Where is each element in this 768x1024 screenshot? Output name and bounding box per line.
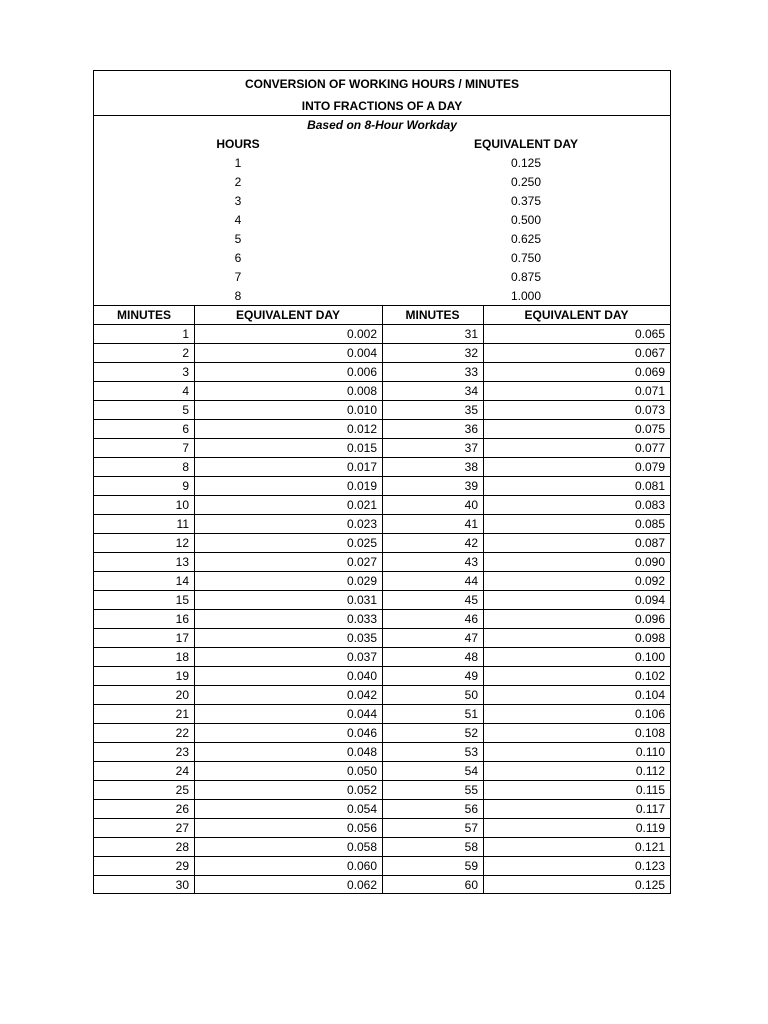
conversion-sheet <box>93 70 671 894</box>
hours-value: 7 <box>234 270 242 284</box>
equiv-day-cell: 0.121 <box>634 840 665 854</box>
hours-value: 3 <box>234 194 242 208</box>
minutes-cell: 23 <box>175 745 189 759</box>
minutes-cell: 43 <box>464 555 478 569</box>
equiv-day-cell: 0.056 <box>346 821 377 835</box>
minutes-cell: 47 <box>464 631 478 645</box>
equiv-day-cell: 0.017 <box>346 460 377 474</box>
minutes-cell: 49 <box>464 669 478 683</box>
equiv-day-cell: 0.029 <box>346 574 377 588</box>
hours-equiv-day-value: 0.375 <box>510 194 542 208</box>
equiv-day-cell: 0.012 <box>346 422 377 436</box>
minutes-cell: 44 <box>464 574 478 588</box>
equiv-day-cell: 0.004 <box>346 346 377 360</box>
equiv-day-cell: 0.098 <box>634 631 665 645</box>
minutes-cell: 28 <box>175 840 189 854</box>
minutes-cell: 22 <box>175 726 189 740</box>
hours-equiv-day-value: 0.875 <box>510 270 542 284</box>
title-line-2: INTO FRACTIONS OF A DAY <box>301 99 463 113</box>
minutes-cell: 36 <box>464 422 478 436</box>
column-header: EQUIVALENT DAY <box>235 308 340 322</box>
equiv-day-cell: 0.054 <box>346 802 377 816</box>
minutes-cell: 9 <box>182 479 189 493</box>
minutes-cell: 14 <box>175 574 189 588</box>
minutes-cell: 41 <box>464 517 478 531</box>
minutes-cell: 33 <box>464 365 478 379</box>
equiv-day-cell: 0.058 <box>346 840 377 854</box>
minutes-cell: 10 <box>175 498 189 512</box>
minutes-cell: 39 <box>464 479 478 493</box>
column-divider <box>194 305 195 894</box>
minutes-cell: 26 <box>175 802 189 816</box>
equiv-day-cell: 0.015 <box>346 441 377 455</box>
minutes-cell: 5 <box>182 403 189 417</box>
hours-equiv-day-value: 0.750 <box>510 251 542 265</box>
hours-value: 2 <box>234 175 242 189</box>
title-box <box>94 71 670 116</box>
subtitle: Based on 8-Hour Workday <box>307 118 457 132</box>
equiv-day-cell: 0.075 <box>634 422 665 436</box>
equiv-day-cell: 0.110 <box>635 745 665 759</box>
equiv-day-cell: 0.050 <box>346 764 377 778</box>
equiv-day-cell: 0.108 <box>634 726 665 740</box>
minutes-cell: 7 <box>182 441 189 455</box>
equiv-day-cell: 0.100 <box>634 650 665 664</box>
equiv-day-cell: 0.094 <box>634 593 665 607</box>
equiv-day-cell: 0.025 <box>346 536 377 550</box>
minutes-cell: 51 <box>464 707 478 721</box>
minutes-cell: 48 <box>464 650 478 664</box>
equiv-day-cell: 0.010 <box>346 403 377 417</box>
minutes-cell: 46 <box>464 612 478 626</box>
equiv-day-cell: 0.067 <box>634 346 665 360</box>
equiv-day-cell: 0.033 <box>346 612 377 626</box>
column-header: MINUTES <box>405 308 460 322</box>
minutes-cell: 45 <box>464 593 478 607</box>
hours-equiv-day-value: 0.125 <box>510 156 542 170</box>
hours-equiv-day-value: 0.250 <box>510 175 542 189</box>
equiv-day-cell: 0.073 <box>634 403 665 417</box>
equiv-day-cell: 0.021 <box>346 498 377 512</box>
minutes-cell: 57 <box>464 821 478 835</box>
minutes-cell: 8 <box>182 460 189 474</box>
equiv-day-cell: 0.104 <box>634 688 665 702</box>
hours-equiv-day-value: 0.500 <box>510 213 542 227</box>
equiv-day-cell: 0.125 <box>634 878 665 892</box>
equiv-day-cell: 0.106 <box>634 707 665 721</box>
hours-value: 1 <box>234 156 242 170</box>
equiv-day-cell: 0.006 <box>346 365 377 379</box>
column-divider <box>382 305 383 894</box>
minutes-cell: 27 <box>175 821 189 835</box>
equiv-day-cell: 0.065 <box>634 327 665 341</box>
equiv-day-cell: 0.090 <box>634 555 665 569</box>
hours-value: 5 <box>234 232 242 246</box>
equiv-day-cell: 0.112 <box>635 764 665 778</box>
equiv-day-cell: 0.002 <box>346 327 377 341</box>
minutes-cell: 54 <box>464 764 478 778</box>
minutes-cell: 4 <box>182 384 189 398</box>
equiv-day-cell: 0.096 <box>634 612 665 626</box>
equiv-day-cell: 0.083 <box>634 498 665 512</box>
minutes-cell: 38 <box>464 460 478 474</box>
minutes-cell: 3 <box>182 365 189 379</box>
minutes-cell: 12 <box>175 536 189 550</box>
equiv-day-cell: 0.040 <box>346 669 377 683</box>
equiv-day-cell: 0.062 <box>346 878 377 892</box>
minutes-cell: 31 <box>464 327 478 341</box>
equiv-day-cell: 0.081 <box>634 479 665 493</box>
equiv-day-cell: 0.008 <box>346 384 377 398</box>
minutes-cell: 15 <box>175 593 189 607</box>
column-header: MINUTES <box>117 308 171 322</box>
minutes-cell: 34 <box>464 384 478 398</box>
minutes-cell: 13 <box>175 555 189 569</box>
minutes-cell: 21 <box>175 707 189 721</box>
equiv-day-cell: 0.044 <box>346 707 377 721</box>
hours-value: 4 <box>234 213 242 227</box>
equiv-day-cell: 0.092 <box>634 574 665 588</box>
equiv-day-cell: 0.060 <box>346 859 377 873</box>
minutes-cell: 59 <box>464 859 478 873</box>
hours-header: HOURS <box>216 137 260 151</box>
equiv-day-cell: 0.087 <box>634 536 665 550</box>
minutes-cell: 11 <box>176 517 189 531</box>
minutes-cell: 20 <box>175 688 189 702</box>
equiv-day-cell: 0.071 <box>634 384 665 398</box>
column-divider <box>483 305 484 894</box>
equiv-day-cell: 0.117 <box>635 802 665 816</box>
minutes-cell: 42 <box>464 536 478 550</box>
equiv-day-cell: 0.037 <box>346 650 377 664</box>
equiv-day-cell: 0.079 <box>634 460 665 474</box>
equiv-day-cell: 0.019 <box>346 479 377 493</box>
minutes-cell: 35 <box>464 403 478 417</box>
minutes-cell: 58 <box>464 840 478 854</box>
equiv-day-cell: 0.042 <box>346 688 377 702</box>
minutes-cell: 2 <box>182 346 189 360</box>
minutes-cell: 52 <box>464 726 478 740</box>
minutes-cell: 53 <box>464 745 478 759</box>
equiv-day-header: EQUIVALENT DAY <box>473 137 578 151</box>
equiv-day-cell: 0.027 <box>346 555 377 569</box>
equiv-day-cell: 0.115 <box>635 783 665 797</box>
equiv-day-cell: 0.119 <box>635 821 665 835</box>
minutes-cell: 16 <box>175 612 189 626</box>
minutes-cell: 19 <box>175 669 189 683</box>
minutes-cell: 24 <box>175 764 189 778</box>
minutes-cell: 25 <box>175 783 189 797</box>
minutes-cell: 50 <box>464 688 478 702</box>
equiv-day-cell: 0.085 <box>634 517 665 531</box>
minutes-cell: 32 <box>464 346 478 360</box>
equiv-day-cell: 0.031 <box>346 593 377 607</box>
equiv-day-cell: 0.023 <box>346 517 377 531</box>
equiv-day-cell: 0.052 <box>346 783 377 797</box>
equiv-day-cell: 0.123 <box>634 859 665 873</box>
minutes-cell: 17 <box>175 631 189 645</box>
minutes-cell: 40 <box>464 498 478 512</box>
hours-equiv-day-value: 0.625 <box>510 232 542 246</box>
minutes-cell: 30 <box>175 878 189 892</box>
equiv-day-cell: 0.035 <box>346 631 377 645</box>
minutes-cell: 55 <box>464 783 478 797</box>
column-header: EQUIVALENT DAY <box>524 308 629 322</box>
minutes-cell: 1 <box>182 327 189 341</box>
equiv-day-cell: 0.046 <box>346 726 377 740</box>
minutes-cell: 18 <box>175 650 189 664</box>
minutes-cell: 6 <box>182 422 189 436</box>
minutes-cell: 56 <box>464 802 478 816</box>
equiv-day-cell: 0.102 <box>634 669 665 683</box>
hours-value: 8 <box>234 289 242 303</box>
equiv-day-cell: 0.048 <box>346 745 377 759</box>
equiv-day-cell: 0.069 <box>634 365 665 379</box>
title-line-1: CONVERSION OF WORKING HOURS / MINUTES <box>244 77 519 91</box>
minutes-cell: 60 <box>464 878 478 892</box>
minutes-cell: 37 <box>464 441 478 455</box>
hours-value: 6 <box>234 251 242 265</box>
equiv-day-cell: 0.077 <box>634 441 665 455</box>
minutes-cell: 29 <box>175 859 189 873</box>
hours-equiv-day-value: 1.000 <box>510 289 542 303</box>
